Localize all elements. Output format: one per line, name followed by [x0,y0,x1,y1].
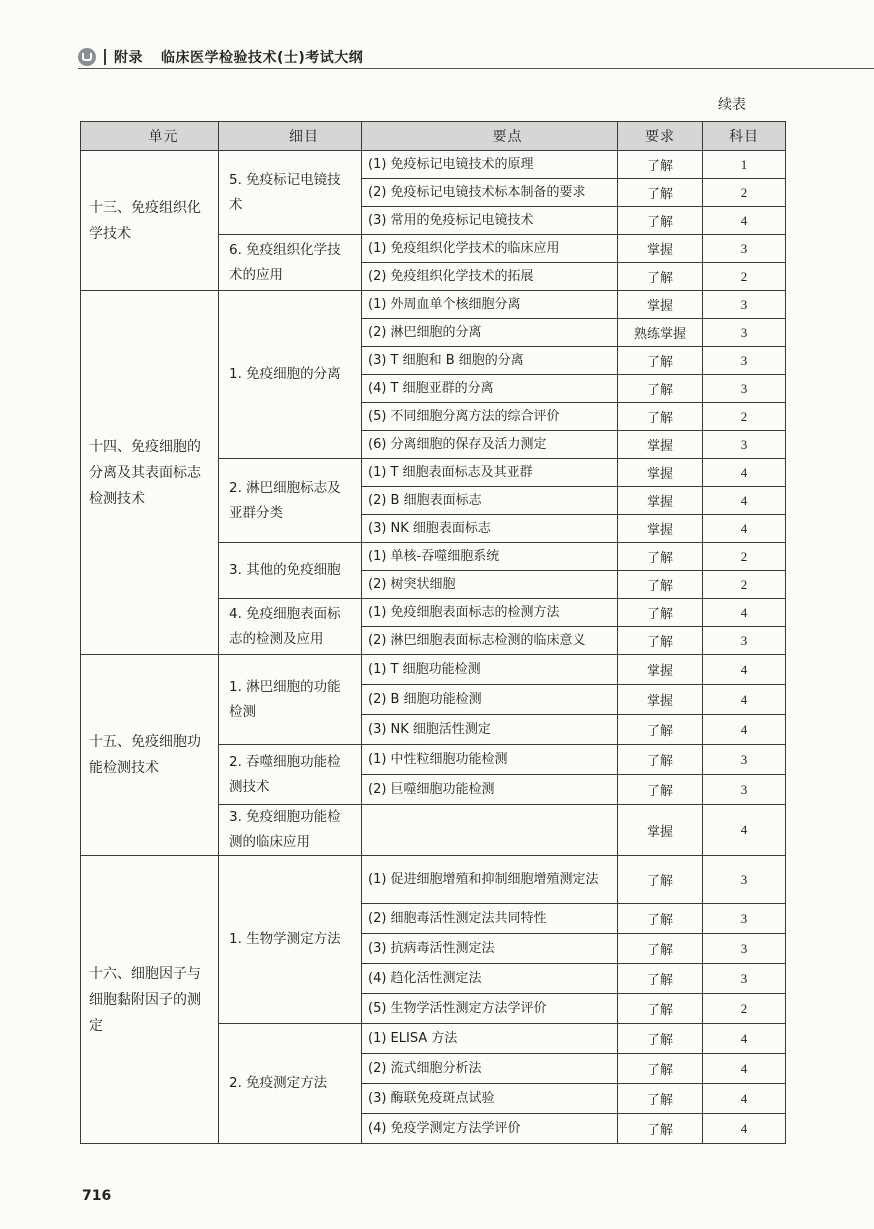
continued-label: 续表 [718,97,746,113]
requirement-cell: 了解 [618,856,703,904]
point-cell: (2) 免疫标记电镜技术标本制备的要求 [362,179,618,207]
item-cell: 4. 免疫细胞表面标志的检测及应用 [219,599,362,655]
requirement-cell: 了解 [618,994,703,1024]
column-header-requirement: 要求 [618,122,703,151]
header-book-title: 临床医学检验技术(士)考试大纲 [161,50,364,66]
subject-cell: 2 [703,994,786,1024]
requirement-cell: 了解 [618,1084,703,1114]
requirement-cell: 了解 [618,964,703,994]
column-header-unit: 单元 [81,122,219,151]
requirement-cell: 掌握 [618,487,703,515]
requirement-cell: 了解 [618,599,703,627]
point-cell: (1) 外周血单个核细胞分离 [362,291,618,319]
table-row [81,856,786,904]
subject-cell: 4 [703,1054,786,1084]
point-cell: (1) 促进细胞增殖和抑制细胞增殖测定法 [362,856,618,904]
requirement-cell: 了解 [618,1054,703,1084]
requirement-cell: 了解 [618,179,703,207]
requirement-cell: 了解 [618,715,703,745]
unit-cell: 十三、免疫组织化学技术 [81,151,219,291]
requirement-cell: 了解 [618,375,703,403]
point-cell: (2) 巨噬细胞功能检测 [362,775,618,805]
column-header-point: 要点 [362,122,618,151]
subject-cell: 3 [703,856,786,904]
point-cell: (1) 免疫标记电镜技术的原理 [362,151,618,179]
unit-cell: 十六、细胞因子与细胞黏附因子的测定 [81,856,219,1144]
running-header [78,44,363,70]
point-cell: (5) 生物学活性测定方法学评价 [362,994,618,1024]
subject-cell: 3 [703,235,786,263]
point-cell: (4) 免疫学测定方法学评价 [362,1114,618,1144]
subject-cell: 2 [703,543,786,571]
requirement-cell: 掌握 [618,685,703,715]
point-cell: (2) 细胞毒活性测定法共同特性 [362,904,618,934]
item-cell: 1. 免疫细胞的分离 [219,291,362,459]
point-cell: (2) 免疫组织化学技术的拓展 [362,263,618,291]
point-cell: (1) ELISA 方法 [362,1024,618,1054]
subject-cell: 2 [703,403,786,431]
requirement-cell: 了解 [618,571,703,599]
subject-cell: 4 [703,487,786,515]
item-cell: 2. 淋巴细胞标志及亚群分类 [219,459,362,543]
point-cell: (2) B 细胞表面标志 [362,487,618,515]
point-cell: (2) B 细胞功能检测 [362,685,618,715]
requirement-cell: 掌握 [618,235,703,263]
table-row [81,151,786,179]
subject-cell: 4 [703,685,786,715]
requirement-cell: 了解 [618,904,703,934]
item-cell: 3. 免疫细胞功能检测的临床应用 [219,805,362,856]
header-title [114,47,363,67]
subject-cell: 1 [703,151,786,179]
point-cell: (4) 趋化活性测定法 [362,964,618,994]
table-body [81,151,786,1144]
point-cell: (3) NK 细胞活性测定 [362,715,618,745]
subject-cell: 3 [703,934,786,964]
subject-cell: 3 [703,431,786,459]
table-row [81,655,786,685]
subject-cell: 3 [703,319,786,347]
requirement-cell: 掌握 [618,431,703,459]
subject-cell: 4 [703,599,786,627]
requirement-cell: 了解 [618,627,703,655]
subject-cell: 3 [703,964,786,994]
point-cell: (3) 常用的免疫标记电镜技术 [362,207,618,235]
requirement-cell: 掌握 [618,291,703,319]
table-header-row [81,122,786,151]
item-cell: 2. 吞噬细胞功能检测技术 [219,745,362,805]
requirement-cell: 掌握 [618,805,703,856]
point-cell: (2) 淋巴细胞的分离 [362,319,618,347]
header-rule [78,68,874,69]
table-row [81,291,786,319]
subject-cell: 4 [703,715,786,745]
subject-cell: 2 [703,571,786,599]
requirement-cell: 了解 [618,934,703,964]
point-cell: (4) T 细胞亚群的分离 [362,375,618,403]
requirement-cell: 了解 [618,543,703,571]
point-cell: (2) 流式细胞分析法 [362,1054,618,1084]
item-cell: 1. 生物学测定方法 [219,856,362,1024]
subject-cell: 3 [703,627,786,655]
subject-cell: 3 [703,291,786,319]
point-cell [362,805,618,856]
subject-cell: 4 [703,655,786,685]
header-section: 附录 [114,50,143,66]
requirement-cell: 了解 [618,745,703,775]
requirement-cell: 了解 [618,263,703,291]
requirement-cell: 了解 [618,775,703,805]
point-cell: (5) 不同细胞分离方法的综合评价 [362,403,618,431]
subject-cell: 4 [703,1024,786,1054]
point-cell: (3) 酶联免疫斑点试验 [362,1084,618,1114]
unit-cell: 十四、免疫细胞的分离及其表面标志检测技术 [81,291,219,655]
point-cell: (1) 中性粒细胞功能检测 [362,745,618,775]
point-cell: (3) T 细胞和 B 细胞的分离 [362,347,618,375]
point-cell: (2) 树突状细胞 [362,571,618,599]
subject-cell: 4 [703,805,786,856]
requirement-cell: 掌握 [618,655,703,685]
column-header-item: 细目 [219,122,362,151]
subject-cell: 3 [703,775,786,805]
unit-cell: 十五、免疫细胞功能检测技术 [81,655,219,856]
page-number: 716 [82,1188,112,1204]
column-header-subject: 科目 [703,122,786,151]
subject-cell: 3 [703,347,786,375]
syllabus-table [80,121,786,1144]
requirement-cell: 了解 [618,207,703,235]
point-cell: (1) T 细胞表面标志及其亚群 [362,459,618,487]
subject-cell: 3 [703,375,786,403]
book-icon [78,48,96,66]
requirement-cell: 了解 [618,403,703,431]
requirement-cell: 了解 [618,151,703,179]
point-cell: (3) 抗病毒活性测定法 [362,934,618,964]
requirement-cell: 了解 [618,347,703,375]
subject-cell: 4 [703,459,786,487]
item-cell: 5. 免疫标记电镜技术 [219,151,362,235]
item-cell: 3. 其他的免疫细胞 [219,543,362,599]
requirement-cell: 了解 [618,1114,703,1144]
point-cell: (2) 淋巴细胞表面标志检测的临床意义 [362,627,618,655]
subject-cell: 2 [703,179,786,207]
requirement-cell: 了解 [618,1024,703,1054]
point-cell: (1) 单核-吞噬细胞系统 [362,543,618,571]
subject-cell: 3 [703,904,786,934]
subject-cell: 4 [703,1084,786,1114]
point-cell: (1) 免疫组织化学技术的临床应用 [362,235,618,263]
requirement-cell: 熟练掌握 [618,319,703,347]
item-cell: 6. 免疫组织化学技术的应用 [219,235,362,291]
point-cell: (1) T 细胞功能检测 [362,655,618,685]
subject-cell: 2 [703,263,786,291]
point-cell: (6) 分离细胞的保存及活力测定 [362,431,618,459]
point-cell: (3) NK 细胞表面标志 [362,515,618,543]
item-cell: 1. 淋巴细胞的功能检测 [219,655,362,745]
point-cell: (1) 免疫细胞表面标志的检测方法 [362,599,618,627]
requirement-cell: 掌握 [618,515,703,543]
subject-cell: 4 [703,1114,786,1144]
subject-cell: 4 [703,515,786,543]
subject-cell: 4 [703,207,786,235]
header-divider [104,49,106,65]
requirement-cell: 掌握 [618,459,703,487]
subject-cell: 3 [703,745,786,775]
item-cell: 2. 免疫测定方法 [219,1024,362,1144]
